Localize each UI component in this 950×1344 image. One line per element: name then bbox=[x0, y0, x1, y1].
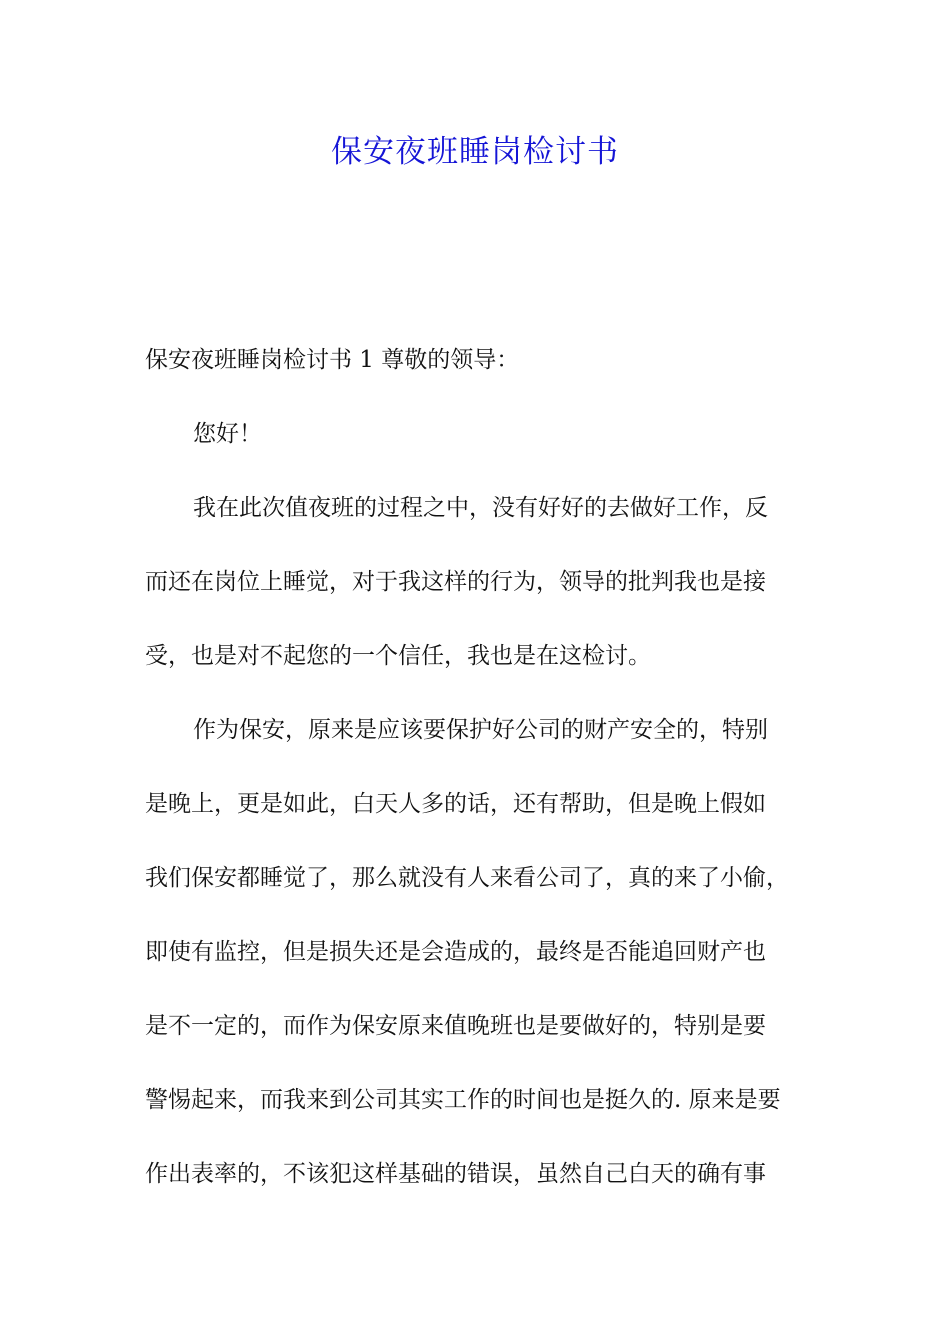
paragraph-line: 作为保安，原来是应该要保护好公司的财产安全的，特别 bbox=[193, 717, 768, 743]
paragraph-line: 是晚上，更是如此，白天人多的话，还有帮助，但是晚上假如 bbox=[145, 791, 766, 817]
paragraph-line: 我们保安都睡觉了，那么就没有人来看公司了，真的来了小偷， bbox=[145, 865, 789, 891]
paragraph-line: 而还在岗位上睡觉，对于我这样的行为，领导的批判我也是接 bbox=[145, 569, 766, 595]
paragraph-line: 您好！ bbox=[193, 421, 262, 447]
paragraph-line: 警惕起来，而我来到公司其实工作的时间也是挺久的. 原来是要 bbox=[145, 1087, 781, 1113]
paragraph-line: 受，也是对不起您的一个信任，我也是在这检讨。 bbox=[145, 643, 651, 669]
paragraph-line: 即使有监控，但是损失还是会造成的，最终是否能追回财产也 bbox=[145, 939, 766, 965]
paragraph-line: 我在此次值夜班的过程之中，没有好好的去做好工作，反 bbox=[193, 495, 768, 521]
paragraph-line: 保安夜班睡岗检讨书 1 尊敬的领导： bbox=[145, 347, 520, 373]
document-body bbox=[145, 340, 825, 1228]
document-title: 保安夜班睡岗检讨书 bbox=[331, 134, 619, 170]
paragraph-line: 是不一定的，而作为保安原来值晚班也是要做好的，特别是要 bbox=[145, 1013, 766, 1039]
paragraph-line: 作出表率的，不该犯这样基础的错误，虽然自己白天的确有事 bbox=[145, 1161, 766, 1187]
